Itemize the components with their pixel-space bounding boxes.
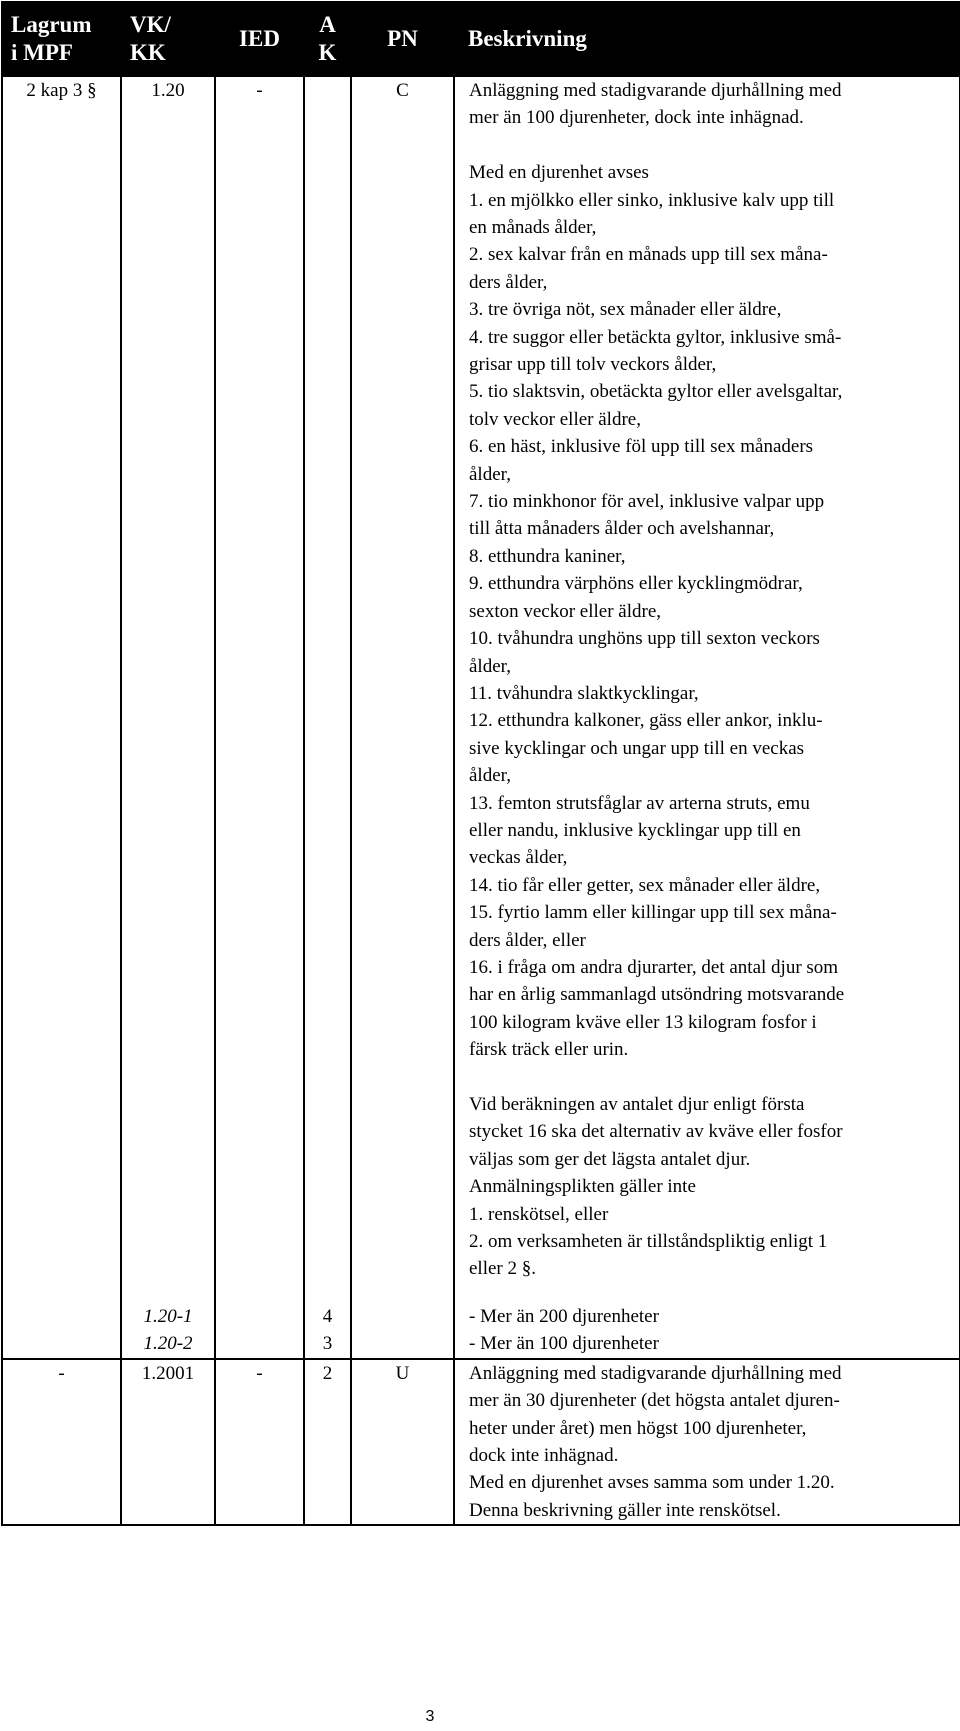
description-line: en månads ålder, — [469, 217, 597, 239]
description-line: 2. om verksamheten är tillståndspliktig enligt 1 — [469, 1231, 828, 1253]
description-line: 100 kilogram kväve eller 13 kilogram fosfor i — [469, 1011, 817, 1033]
description-line: 7. tio minkhonor för avel, inklusive valpar upp — [469, 491, 825, 513]
description-line: eller 2 §. — [469, 1258, 537, 1280]
description-line: ålder, — [469, 463, 511, 485]
cell-ied: - — [215, 1359, 304, 1525]
description-line: till åtta månaders ålder och avelshannar, — [469, 518, 775, 540]
cell-ied: - — [215, 76, 304, 1359]
description-line: tolv veckor eller äldre, — [469, 408, 641, 430]
header-pn: PN — [351, 2, 454, 76]
description-line: heter under året) men högst 100 djurenheter, — [469, 1417, 807, 1439]
description-line: mer än 100 djurenheter, dock inte inhägnad. — [469, 107, 804, 129]
description-line: 16. i fråga om andra djurarter, det antal djur som — [469, 956, 839, 978]
description-line: 8. etthundra kaniner, — [469, 545, 626, 567]
header-lagrum: Lagrum i MPF — [2, 2, 121, 76]
description-line: stycket 16 ska det alternativ av kväve eller fosfor — [469, 1121, 843, 1143]
description-line: veckas ålder, — [469, 847, 568, 869]
description-line: mer än 30 djurenheter (det högsta antalet djuren- — [469, 1390, 840, 1412]
description-line: Vid beräkningen av antalet djur enligt första — [469, 1094, 805, 1115]
cell-lagrum: - — [2, 1359, 121, 1525]
blank-line — [469, 1064, 951, 1091]
description-line: 4. tre suggor eller betäckta gyltor, inklusive små- — [469, 326, 842, 348]
description-line: ders ålder, eller — [469, 929, 586, 951]
cell-ak: 2 — [304, 1359, 351, 1525]
header-ied: IED — [215, 2, 304, 76]
table-row — [2, 76, 960, 1359]
blank-line — [469, 132, 951, 159]
description-line: eller nandu, inklusive kycklingar upp till en — [469, 819, 801, 841]
description-line: 12. etthundra kalkoner, gäss eller ankor, inklu- — [469, 710, 823, 732]
description-text — [469, 1360, 951, 1524]
regulation-table — [1, 1, 960, 1526]
description-line: sive kycklingar och ungar upp till en veckas — [469, 737, 805, 759]
page-number: 3 — [425, 1708, 435, 1725]
cell-pn: U — [351, 1359, 454, 1525]
subcode-2-desc: - Mer än 100 djurenheter — [469, 1333, 659, 1355]
subcode-2: 1.20-2 — [143, 1333, 193, 1355]
description-line: väljas som ger det lägsta antalet djur. — [469, 1148, 751, 1170]
subcode-1-desc: - Mer än 200 djurenheter — [469, 1305, 659, 1327]
description-line: 6. en häst, inklusive föl upp till sex månaders — [469, 436, 814, 458]
description-line: Anläggning med stadigvarande djurhållning med — [469, 1362, 842, 1384]
description-line: Denna beskrivning gäller inte renskötsel. — [469, 1499, 781, 1521]
description-line: 9. etthundra värphöns eller kycklingmödrar, — [469, 573, 803, 595]
description-line: ålder, — [469, 765, 511, 787]
description-line: Med en djurenhet avses samma som under 1.20. — [469, 1472, 835, 1494]
table-header-row — [2, 2, 960, 76]
description-text — [469, 77, 951, 1283]
subcode-2-ak: 3 — [322, 1333, 333, 1355]
description-line: färsk träck eller urin. — [469, 1039, 629, 1061]
description-line: 3. tre övriga nöt, sex månader eller äldre, — [469, 299, 782, 321]
description-line: dock inte inhägnad. — [469, 1445, 619, 1467]
subcode-1: 1.20-1 — [143, 1306, 193, 1327]
description-line: 2. sex kalvar från en månads upp till sex måna- — [469, 244, 828, 266]
description-line: 10. tvåhundra unghöns upp till sexton veckors — [469, 628, 820, 650]
description-line: sexton veckor eller äldre, — [469, 600, 662, 622]
cell-ak — [304, 76, 351, 1359]
subcode-1-ak: 4 — [322, 1306, 333, 1327]
table-row — [2, 1359, 960, 1525]
description-line: har en årlig sammanlagd utsöndring motsvarande — [469, 984, 845, 1006]
description-line: grisar upp till tolv veckors ålder, — [469, 354, 717, 376]
description-line: 13. femton strutsfåglar av arterna struts, emu — [469, 792, 810, 814]
description-line: Med en djurenhet avses — [469, 162, 649, 184]
description-line: 15. fyrtio lamm eller killingar upp till sex måna- — [469, 902, 837, 924]
description-line: 1. renskötsel, eller — [469, 1203, 609, 1225]
description-line: Anläggning med stadigvarande djurhållning med — [469, 80, 842, 101]
description-line: ålder, — [469, 655, 511, 677]
description-line: Anmälningsplikten gäller inte — [469, 1176, 696, 1198]
cell-vk: 1.2001 — [121, 1359, 215, 1525]
description-line: 5. tio slaktsvin, obetäckta gyltor eller avelsgaltar, — [469, 381, 843, 403]
description-line: 11. tvåhundra slaktkycklingar, — [469, 682, 699, 704]
cell-vk: 1.20 1.20-1 1.20-2 — [121, 76, 215, 1359]
header-beskrivning: Beskrivning — [454, 2, 960, 76]
header-vk-kk: VK/ KK — [121, 2, 215, 76]
description-line: ders ålder, — [469, 271, 548, 293]
header-ak: A K — [304, 2, 351, 76]
cell-pn: C — [351, 76, 454, 1359]
description-line: 1. en mjölkko eller sinko, inklusive kalv upp till — [469, 189, 835, 211]
cell-lagrum: 2 kap 3 § — [2, 76, 121, 1359]
description-line: 14. tio får eller getter, sex månader eller äldre, — [469, 874, 821, 896]
cell-description — [454, 1359, 960, 1525]
cell-description — [454, 76, 960, 1359]
